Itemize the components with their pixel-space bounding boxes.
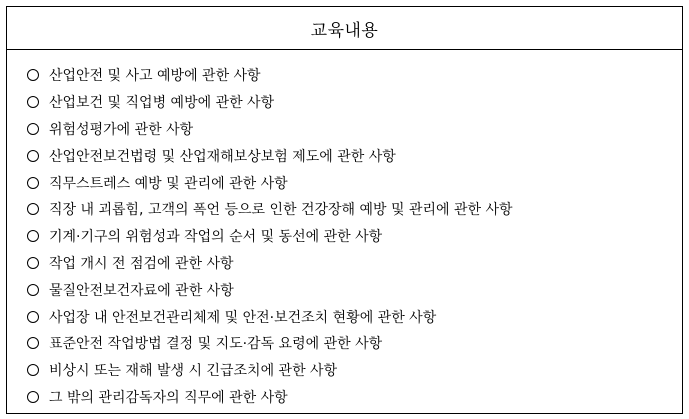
list-item-text: 그 밖의 관리감독자의 직무에 관한 사항 (49, 389, 288, 406)
list-item (27, 303, 672, 330)
list-item (27, 196, 672, 223)
circle-bullet-icon (27, 284, 39, 296)
list-item-text: 산업보건 및 직업병 예방에 관한 사항 (49, 95, 275, 112)
list-item-text: 직무스트레스 예방 및 관리에 관한 사항 (49, 175, 288, 192)
circle-bullet-icon (27, 257, 39, 269)
list-item-text: 산업안전보건법령 및 산업재해보상보험 제도에 관한 사항 (49, 148, 396, 165)
list-item (27, 330, 672, 357)
table-header-title: 교육내용 (310, 20, 379, 41)
circle-bullet-icon (27, 391, 39, 403)
circle-bullet-icon (27, 230, 39, 242)
circle-bullet-icon (27, 311, 39, 323)
list-item (27, 116, 672, 143)
circle-bullet-icon (27, 96, 39, 108)
list-item (27, 223, 672, 250)
circle-bullet-icon (27, 337, 39, 349)
list-item-text: 산업안전 및 사고 예방에 관한 사항 (49, 68, 261, 85)
circle-bullet-icon (27, 150, 39, 162)
list-item-text: 사업장 내 안전보건관리체제 및 안전·보건조치 현황에 관한 사항 (49, 309, 437, 326)
list-item (27, 276, 672, 303)
list-item (27, 142, 672, 169)
list-item-text: 물질안전보건자료에 관한 사항 (49, 282, 234, 299)
list-item-text: 직장 내 괴롭힘, 고객의 폭언 등으로 인한 건강장해 예방 및 관리에 관한 사항 (49, 202, 513, 219)
education-item-list (27, 62, 672, 410)
circle-bullet-icon (27, 364, 39, 376)
list-item-text: 작업 개시 전 점검에 관한 사항 (49, 255, 234, 272)
circle-bullet-icon (27, 123, 39, 135)
list-item (27, 384, 672, 411)
list-item-text: 비상시 또는 재해 발생 시 긴급조치에 관한 사항 (49, 363, 338, 380)
list-item-text: 기계·기구의 위험성과 작업의 순서 및 동선에 관한 사항 (49, 229, 383, 246)
circle-bullet-icon (27, 203, 39, 215)
list-item (27, 62, 672, 89)
list-item-text: 표준안전 작업방법 결정 및 지도·감독 요령에 관한 사항 (49, 336, 383, 353)
circle-bullet-icon (27, 177, 39, 189)
list-item (27, 357, 672, 384)
circle-bullet-icon (27, 69, 39, 81)
list-item-text: 위험성평가에 관한 사항 (49, 121, 194, 138)
education-content-table (6, 6, 683, 414)
list-item (27, 89, 672, 116)
list-item (27, 169, 672, 196)
table-header (7, 7, 682, 50)
list-item (27, 250, 672, 277)
